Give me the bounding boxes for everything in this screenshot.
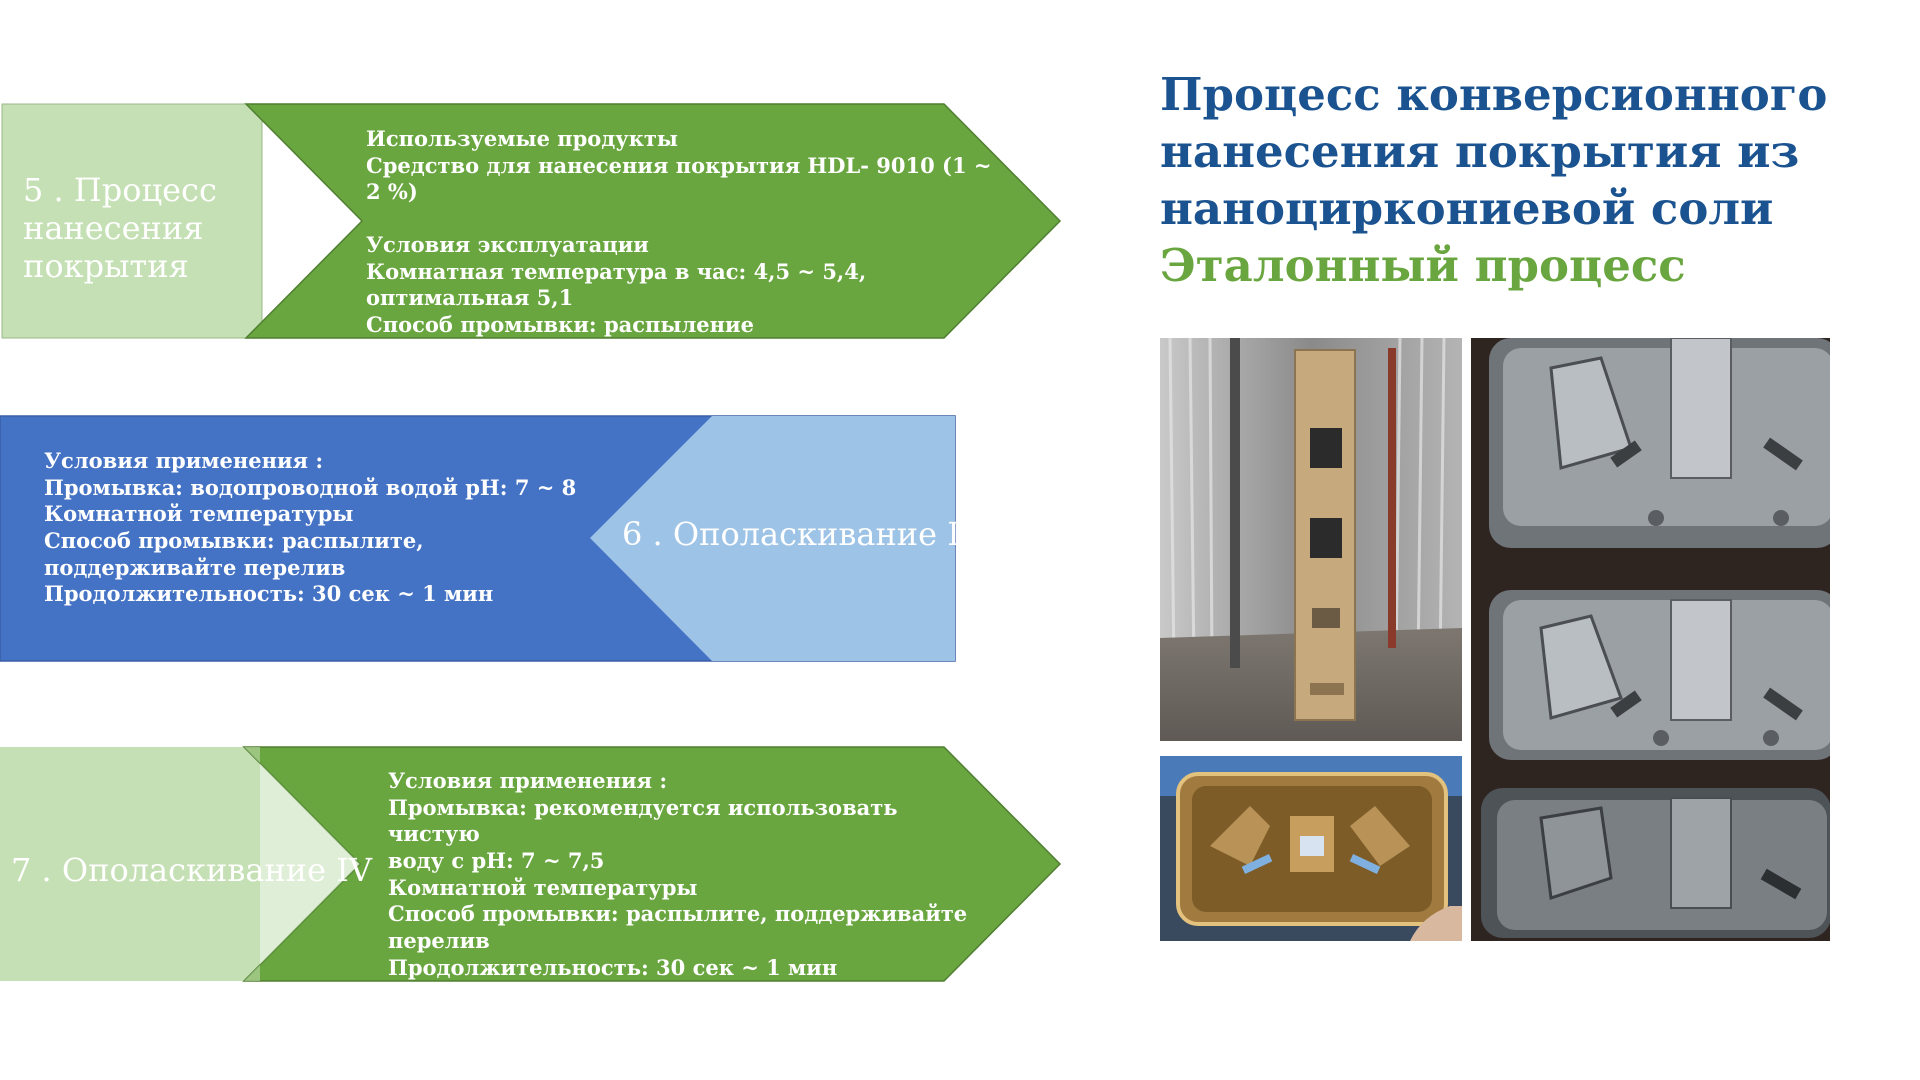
- step6-label-line: 6 . Ополаскивание III: [622, 515, 986, 553]
- step7-label: [11, 852, 372, 890]
- photo-stacked-parts-image: [1471, 338, 1830, 941]
- step5-line: Используемые продукты: [366, 126, 678, 151]
- title-line: наноциркониевой соли: [1160, 182, 1774, 236]
- step6-details: [44, 448, 604, 608]
- step7-details: [388, 768, 988, 981]
- photo-coated-part-image: [1160, 756, 1462, 941]
- photo-rack-image: [1160, 338, 1462, 741]
- step7-line: Способ промывки: распылите, поддерживайте: [388, 901, 968, 927]
- step7-line: Продолжительность: 30 сек ~ 1 мин: [388, 954, 838, 980]
- step6-line: Способ промывки: распылите,: [44, 527, 424, 553]
- step7-label-line: 7 . Ополаскивание IV: [11, 851, 372, 889]
- step5-line: Продолжительность: 40 сек ~ 1 мин: [366, 338, 816, 364]
- step5-label: [23, 172, 217, 285]
- photo-rack: [1160, 338, 1462, 741]
- step5-label-line: покрытия: [23, 246, 189, 285]
- step6-line: Комнатной температуры: [44, 501, 354, 527]
- slide-title: [1160, 66, 1900, 295]
- step7-line: воду с pH: 7 ~ 7,5: [388, 847, 605, 873]
- step5-line: Средство для нанесения покрытия HDL- 9010 (1 ~ 2 %): [366, 152, 999, 205]
- step6-line: Условия применения :: [44, 448, 324, 473]
- step5-label-line: нанесения: [23, 208, 204, 247]
- step5-line: Условия эксплуатации: [366, 231, 649, 257]
- step5-line: Комнатная температура в час: 4,5 ~ 5,4, оптимальная 5,1: [366, 258, 874, 311]
- step6-line: Промывка: водопроводной водой pH: 7 ~ 8: [44, 474, 577, 500]
- photo-stacked-parts: [1471, 338, 1830, 941]
- step7-line: Комнатной температуры: [388, 874, 698, 900]
- step6-line: Продолжительность: 30 сек ~ 1 мин: [44, 581, 494, 607]
- step5-details: [366, 126, 1006, 365]
- step5-label-line: 5 . Процесс: [23, 171, 217, 209]
- step6-line: поддерживайте перелив: [44, 554, 346, 580]
- title-line: нанесения покрытия из: [1160, 125, 1800, 179]
- photo-coated-part: [1160, 756, 1462, 941]
- subtitle: Эталонный процесс: [1160, 239, 1686, 293]
- title-line: Процесс конверсионного: [1160, 68, 1828, 121]
- step7-line: Условия применения :: [388, 768, 668, 793]
- step7-line: Промывка: рекомендуется использовать чистую: [388, 794, 905, 847]
- step6-label: [622, 516, 985, 554]
- step5-spacer: [366, 206, 1006, 232]
- step7-line: перелив: [388, 927, 490, 953]
- step5-line: Способ промывки: распыление: [366, 311, 754, 337]
